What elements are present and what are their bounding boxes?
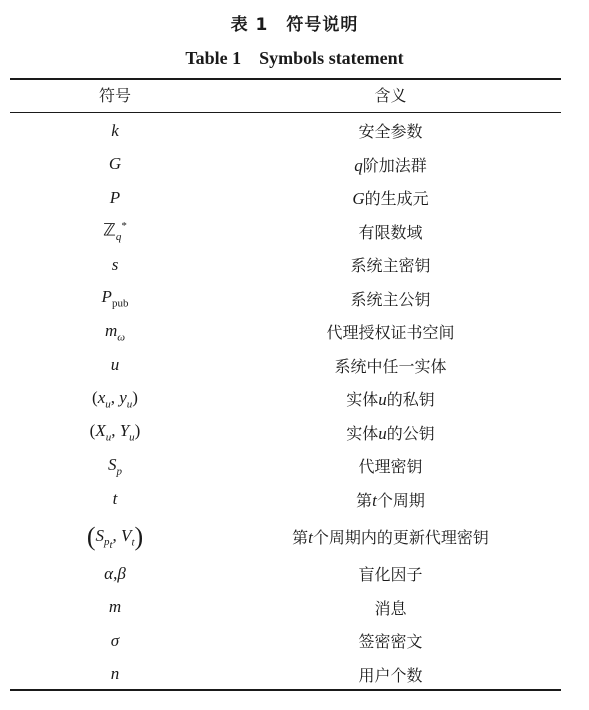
header-symbol: 符号 [98, 86, 131, 105]
symbol-cell: t [112, 489, 118, 509]
table-row [10, 483, 561, 517]
symbol-cell: ($x_u$, $y_u$) [92, 387, 138, 410]
symbol-cell: $m_\omega$ [104, 320, 126, 343]
meaning-cell: 安全参数 [358, 122, 423, 142]
meaning-cell: 实体u的公钥 [346, 423, 435, 443]
symbol-cell: ($X_u$, $Y_u$) [89, 421, 141, 444]
meaning-cell: 系统主密钥 [350, 256, 431, 276]
table-row [10, 282, 561, 316]
table-row [10, 349, 561, 383]
symbol-cell: k [111, 120, 119, 140]
table-row [10, 382, 561, 416]
symbol-cell: ($S_{p_t}$, $V_t$) [86, 521, 144, 551]
meaning-cell: 有限数域 [358, 222, 423, 242]
symbol-cell: u [110, 355, 120, 375]
symbol-cell: α,β [104, 563, 126, 583]
symbol-cell: σ [110, 630, 120, 650]
symbol-cell: $S_p$ [108, 454, 122, 477]
meaning-cell: 实体u的私钥 [346, 390, 435, 410]
symbol-cell: s [111, 254, 119, 274]
table-row [10, 624, 561, 658]
table-row [10, 416, 561, 450]
table-row [10, 516, 561, 557]
table-caption-chinese: 表 1 符号说明 [230, 15, 359, 35]
meaning-cell: q阶加法群 [354, 155, 427, 175]
table-row [10, 315, 561, 349]
table-row [10, 658, 561, 692]
table-body [10, 114, 561, 691]
symbol-cell: G [108, 154, 122, 174]
meaning-cell: 用户个数 [358, 665, 423, 685]
table-caption-english: Table 1 Symbols statement [185, 48, 404, 68]
meaning-cell: 消息 [374, 598, 407, 618]
meaning-cell: 代理授权证书空间 [326, 323, 455, 343]
table-row [10, 114, 561, 148]
meaning-cell: 代理密钥 [358, 457, 423, 477]
symbol-cell: $P_{pub}$ [101, 287, 129, 310]
table-row [10, 181, 561, 215]
table-row [10, 591, 561, 625]
meaning-cell: 第t个周期内的更新代理密钥 [292, 528, 489, 547]
table-row [10, 215, 561, 249]
symbol-cell: n [110, 664, 120, 684]
meaning-cell: 系统主公钥 [350, 289, 431, 309]
meaning-cell: 签密密文 [358, 632, 423, 652]
table-row [10, 148, 561, 182]
meaning-cell: 盲化因子 [358, 565, 423, 585]
table-row [10, 248, 561, 282]
symbol-cell: ℤ$_q$* [103, 219, 127, 243]
table-row [10, 557, 561, 591]
bottom-rule [10, 689, 561, 691]
symbol-cell: P [109, 187, 121, 207]
meaning-cell: 系统中任一实体 [334, 356, 447, 376]
symbol-cell: m [108, 597, 122, 617]
meaning-cell: 第t个周期 [356, 490, 425, 510]
header-rule [10, 112, 561, 113]
meaning-cell: G的生成元 [352, 189, 429, 209]
header-meaning: 含义 [374, 86, 407, 105]
table-row [10, 449, 561, 483]
